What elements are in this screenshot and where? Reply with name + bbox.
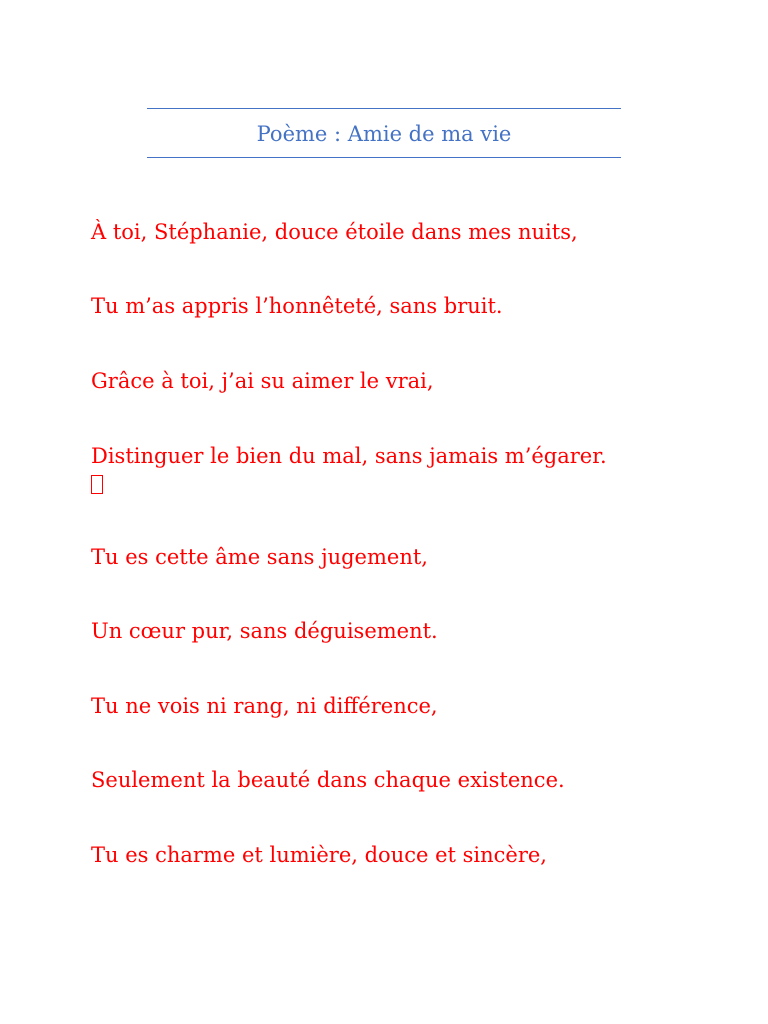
- page-title: Poème : Amie de ma vie: [256, 122, 512, 146]
- verse-line: Un cœur pur, sans déguisement.: [91, 619, 438, 643]
- verse-line: À toi, Stéphanie, douce étoile dans mes nuits,: [91, 220, 578, 244]
- verse-line: Distinguer le bien du mal, sans jamais m’égarer.: [91, 444, 607, 468]
- verse-line: Seulement la beauté dans chaque existence.: [91, 768, 565, 792]
- missing-glyph-box-icon: [91, 475, 103, 494]
- verse-line: Grâce à toi, j’ai su aimer le vrai,: [91, 369, 434, 393]
- title-block: [147, 108, 621, 158]
- verse-line: Tu es charme et lumière, douce et sincère,: [91, 843, 547, 867]
- verse-line: Tu es cette âme sans jugement,: [91, 545, 428, 569]
- verse-line: Tu ne vois ni rang, ni différence,: [91, 694, 438, 718]
- verse-line: Tu m’as appris l’honnêteté, sans bruit.: [91, 294, 503, 318]
